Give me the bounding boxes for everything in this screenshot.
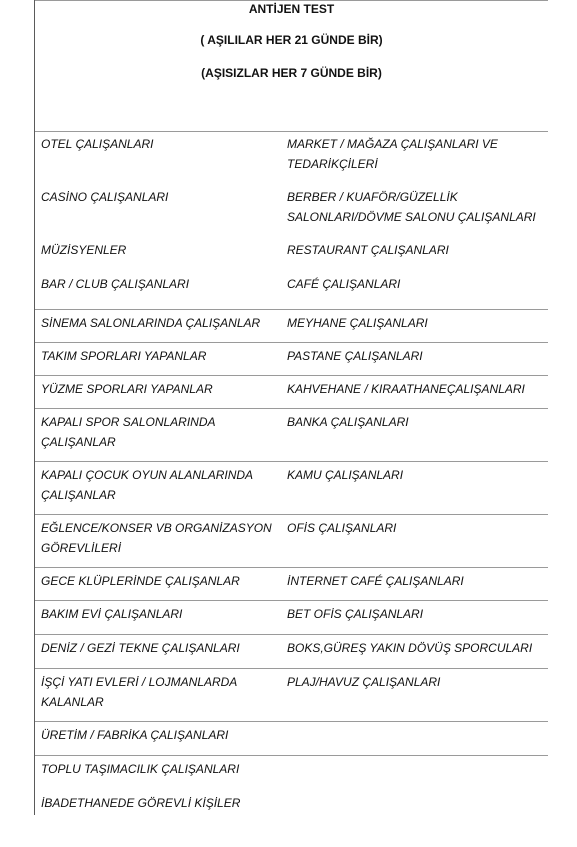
header-title: ANTİJEN TEST	[248, 2, 335, 16]
header-line-vaccinated: ( AŞILILAR HER 21 GÜNDE BİR)	[200, 33, 383, 47]
right-cell: BOKS,GÜREŞ YAKIN DÖVÜŞ SPORCULARI	[287, 641, 533, 655]
left-cell: CASİNO ÇALIŞANLARI	[41, 190, 169, 204]
table	[35, 131, 548, 823]
header	[35, 0, 548, 132]
right-cell: CAFÉ ÇALIŞANLARI	[287, 277, 401, 291]
document	[34, 0, 548, 815]
right-cell: OFİS ÇALIŞANLARI	[287, 521, 397, 535]
left-cell: ÜRETİM / FABRİKA ÇALIŞANLARI	[41, 728, 229, 742]
left-cell: TOPLU TAŞIMACILIK ÇALIŞANLARI	[41, 762, 240, 776]
right-cell: BERBER / KUAFÖR/GÜZELLİK SALONLARI/DÖVME SALONU ÇALIŞANLARI	[287, 190, 536, 224]
table-row	[35, 669, 548, 722]
left-cell: OTEL ÇALIŞANLARI	[41, 137, 154, 151]
right-cell: MARKET / MAĞAZA ÇALIŞANLARI VE TEDARİKÇİLERİ	[287, 137, 498, 171]
left-cell: TAKIM SPORLARI YAPANLAR	[41, 349, 207, 363]
table-row	[35, 310, 548, 343]
right-cell: İNTERNET CAFÉ ÇALIŞANLARI	[287, 574, 464, 588]
left-cell: DENİZ / GEZİ TEKNE ÇALIŞANLARI	[41, 641, 240, 655]
left-cell: İBADETHANEDE GÖREVLİ KİŞİLER	[41, 796, 241, 810]
left-cell: BAKIM EVİ ÇALIŞANLARI	[41, 607, 183, 621]
table-row	[35, 515, 548, 568]
right-cell: BANKA ÇALIŞANLARI	[287, 415, 409, 429]
table-row	[35, 635, 548, 669]
left-cell: İŞÇİ YATI EVLERİ / LOJMANLARDA KALANLAR	[41, 675, 237, 709]
left-cell: BAR / CLUB ÇALIŞANLARI	[41, 277, 190, 291]
table-row	[35, 756, 548, 790]
right-cell: PASTANE ÇALIŞANLARI	[287, 349, 423, 363]
table-row	[35, 568, 548, 601]
table-row	[35, 462, 548, 515]
header-line-unvaccinated: (AŞISIZLAR HER 7 GÜNDE BİR)	[201, 66, 382, 80]
table-row	[35, 343, 548, 376]
left-cell: KAPALI SPOR SALONLARINDA ÇALIŞANLAR	[41, 415, 216, 449]
left-cell: KAPALI ÇOCUK OYUN ALANLARINDA ÇALIŞANLAR	[41, 468, 253, 502]
table-row	[35, 601, 548, 635]
table-row	[35, 409, 548, 462]
right-cell: BET OFİS ÇALIŞANLARI	[287, 607, 424, 621]
table-row	[35, 722, 548, 756]
right-cell: KAHVEHANE / KIRAATHANEÇALIŞANLARI	[287, 382, 525, 396]
right-cell: PLAJ/HAVUZ ÇALIŞANLARI	[287, 675, 441, 689]
table-row	[35, 131, 548, 184]
right-cell: RESTAURANT ÇALIŞANLARI	[287, 243, 449, 257]
table-row	[35, 790, 548, 823]
table-row	[35, 184, 548, 237]
table-row	[35, 271, 548, 310]
left-cell: EĞLENCE/KONSER VB ORGANİZASYON GÖREVLİLERİ	[41, 521, 272, 555]
left-cell: GECE KLÜPLERİNDE ÇALIŞANLAR	[41, 574, 240, 588]
table-row	[35, 376, 548, 409]
top-rule	[35, 0, 548, 1]
left-cell: MÜZİSYENLER	[41, 243, 127, 257]
table-row	[35, 237, 548, 271]
right-cell: KAMU ÇALIŞANLARI	[287, 468, 404, 482]
right-cell: MEYHANE ÇALIŞANLARI	[287, 316, 428, 330]
left-cell: YÜZME SPORLARI YAPANLAR	[41, 382, 213, 396]
left-cell: SİNEMA SALONLARINDA ÇALIŞANLAR	[41, 316, 261, 330]
